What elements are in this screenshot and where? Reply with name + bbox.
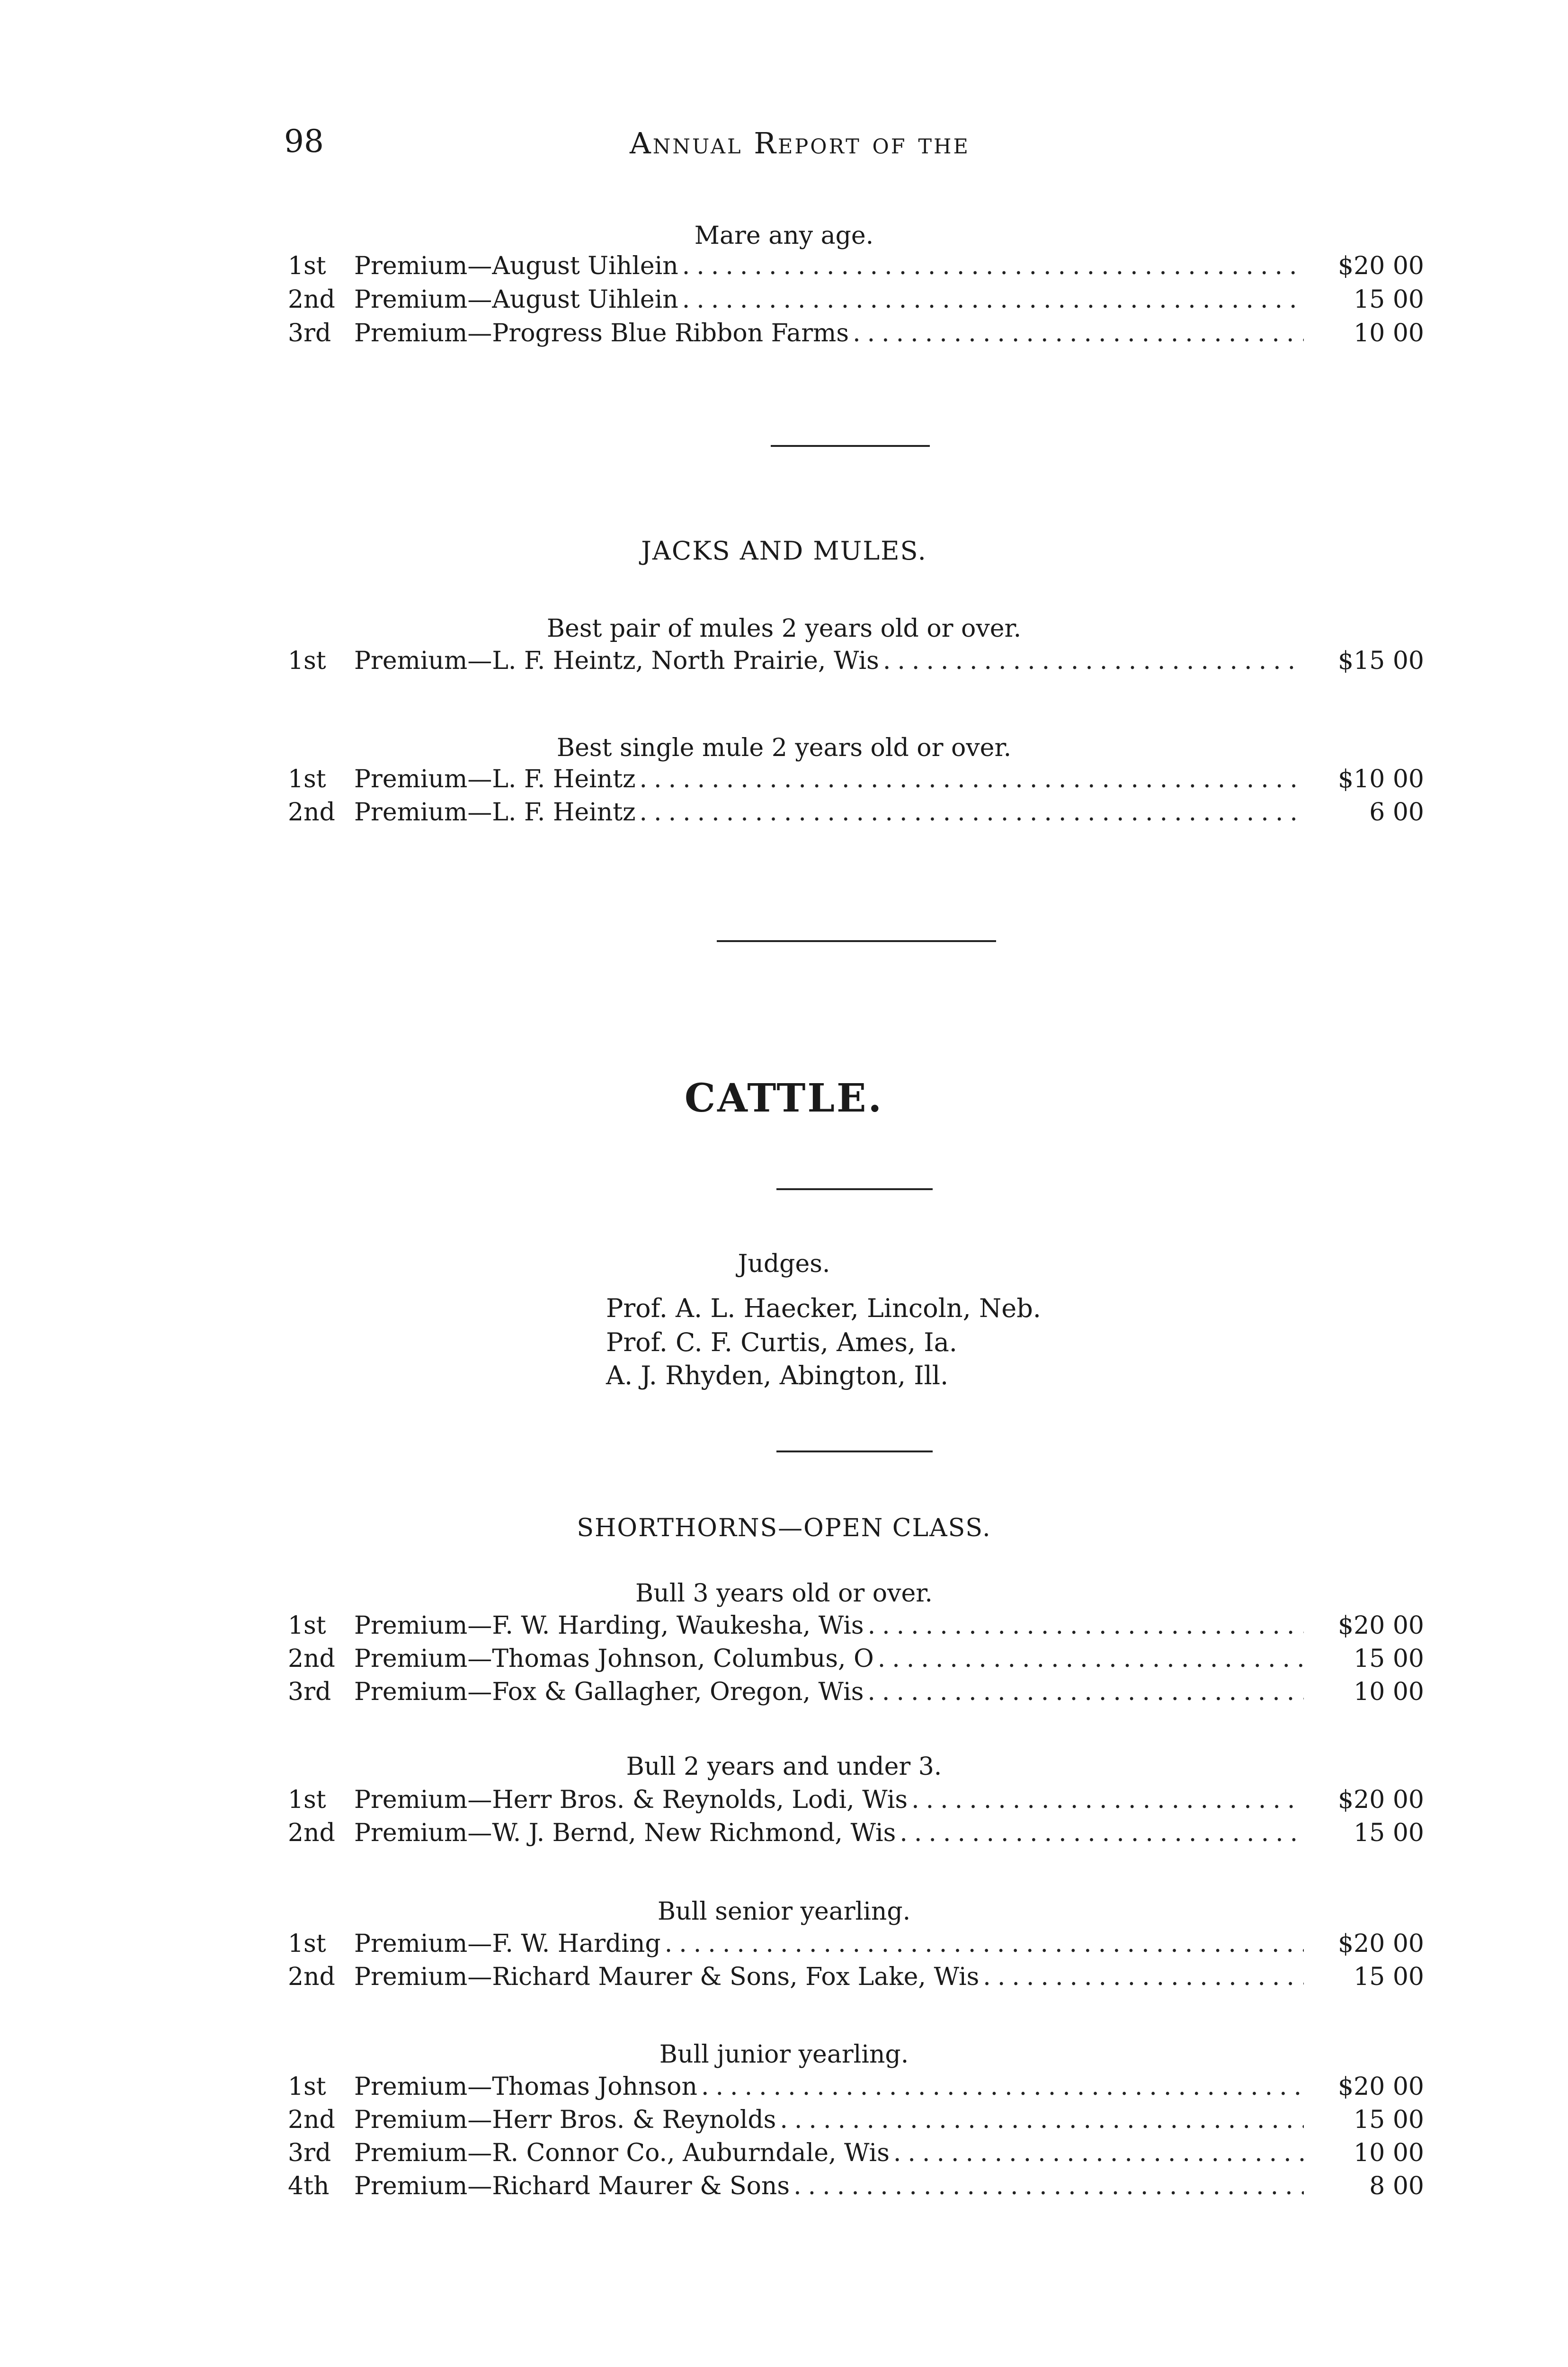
list-item <box>288 2139 1424 2170</box>
entry-amount: $15 00 <box>1338 647 1424 675</box>
dot-leader <box>665 1930 1304 1958</box>
entry-rank: 1st <box>288 765 326 793</box>
entry-amount: 15 00 <box>1354 1819 1424 1847</box>
entry-text: Premium—L. F. Heintz <box>354 765 636 793</box>
entry-text: Premium—L. F. Heintz <box>354 798 636 827</box>
entry-text: Premium—R. Connor Co., Auburndale, Wis <box>354 2139 890 2167</box>
entry-amount: $20 00 <box>1338 252 1424 280</box>
entry-text: Premium—L. F. Heintz, North Prairie, Wis <box>354 647 879 675</box>
dot-leader <box>701 2073 1304 2101</box>
entry-amount: $20 00 <box>1338 1786 1424 1814</box>
dot-leader <box>867 1678 1304 1706</box>
bull-3-caption: Bull 3 years old or over. <box>635 1579 933 1608</box>
list-item <box>288 285 1424 317</box>
entry-amount: $20 00 <box>1338 2073 1424 2101</box>
dot-leader <box>911 1786 1304 1814</box>
list-item <box>288 1678 1424 1709</box>
section-divider <box>776 1450 933 1452</box>
list-item <box>288 1819 1424 1850</box>
entry-rank: 1st <box>288 647 326 675</box>
mules-pair-caption: Best pair of mules 2 years old or over. <box>546 614 1022 643</box>
page-number: 98 <box>284 123 324 160</box>
dot-leader <box>793 2172 1304 2200</box>
mare-caption: Mare any age. <box>694 222 874 250</box>
section-divider <box>776 1188 933 1190</box>
entry-amount: 15 00 <box>1354 1963 1424 1991</box>
entry-rank: 2nd <box>288 1819 335 1847</box>
entry-text: Premium—August Uihlein <box>354 285 678 314</box>
entry-text: Premium—W. J. Bernd, New Richmond, Wis <box>354 1819 896 1847</box>
entry-rank: 2nd <box>288 285 335 314</box>
bull-junior-caption: Bull junior yearling. <box>659 2040 909 2069</box>
entry-text: Premium—Thomas Johnson <box>354 2073 697 2101</box>
entry-amount: 10 00 <box>1354 1678 1424 1706</box>
entry-rank: 3rd <box>288 2139 331 2167</box>
entry-amount: 15 00 <box>1354 285 1424 314</box>
entry-rank: 4th <box>288 2172 330 2200</box>
list-item <box>288 798 1424 829</box>
entry-text: Premium—Thomas Johnson, Columbus, O <box>354 1645 874 1673</box>
list-item <box>288 1930 1424 1961</box>
dot-leader <box>983 1963 1304 1991</box>
entry-text: Premium—August Uihlein <box>354 252 678 280</box>
dot-leader <box>640 765 1304 793</box>
entry-rank: 2nd <box>288 1963 335 1991</box>
page-header <box>284 123 1420 170</box>
dot-leader <box>682 285 1304 314</box>
entry-amount: 10 00 <box>1354 2139 1424 2167</box>
shorthorns-heading: SHORTHORNS—OPEN CLASS. <box>577 1514 991 1542</box>
judge-name: A. J. Rhyden, Abington, Ill. <box>606 1361 949 1390</box>
list-item <box>288 647 1424 678</box>
entry-rank: 1st <box>288 252 326 280</box>
judges-label: Judges. <box>738 1250 830 1278</box>
cattle-heading: CATTLE. <box>684 1076 884 1121</box>
entry-text: Premium—Richard Maurer & Sons <box>354 2172 790 2200</box>
entry-rank: 2nd <box>288 2106 335 2134</box>
dot-leader <box>780 2106 1304 2134</box>
entry-text: Premium—Progress Blue Ribbon Farms <box>354 319 849 347</box>
list-item <box>288 1645 1424 1676</box>
list-item <box>288 1611 1424 1643</box>
list-item <box>288 1963 1424 1994</box>
entry-text: Premium—Fox & Gallagher, Oregon, Wis <box>354 1678 864 1706</box>
entry-rank: 2nd <box>288 798 335 827</box>
entry-amount: 10 00 <box>1354 319 1424 347</box>
entry-amount: $20 00 <box>1338 1930 1424 1958</box>
judge-name: Prof. C. F. Curtis, Ames, Ia. <box>606 1327 957 1357</box>
entry-amount: 15 00 <box>1354 1645 1424 1673</box>
list-item <box>288 765 1424 796</box>
entry-rank: 3rd <box>288 1678 331 1706</box>
dot-leader <box>878 1645 1304 1673</box>
entry-rank: 1st <box>288 2073 326 2101</box>
list-item <box>288 2073 1424 2104</box>
entry-text: Premium—Herr Bros. & Reynolds, Lodi, Wis <box>354 1786 908 1814</box>
list-item <box>288 1786 1424 1817</box>
dot-leader <box>883 647 1304 675</box>
list-item <box>288 252 1424 283</box>
entry-amount: 8 00 <box>1369 2172 1424 2200</box>
list-item <box>288 319 1424 350</box>
mules-single-caption: Best single mule 2 years old or over. <box>556 734 1012 762</box>
dot-leader <box>900 1819 1304 1847</box>
judge-name: Prof. A. L. Haecker, Lincoln, Neb. <box>606 1293 1041 1323</box>
section-divider <box>717 940 996 942</box>
entry-text: Premium—F. W. Harding <box>354 1930 661 1958</box>
dot-leader <box>853 319 1304 347</box>
entry-text: Premium—Herr Bros. & Reynolds <box>354 2106 776 2134</box>
dot-leader <box>868 1611 1304 1640</box>
section-divider <box>771 445 930 447</box>
entry-amount: 6 00 <box>1369 798 1424 827</box>
list-item <box>288 2172 1424 2203</box>
entry-amount: $20 00 <box>1338 1611 1424 1640</box>
entry-amount: 15 00 <box>1354 2106 1424 2134</box>
jacks-mules-heading: JACKS AND MULES. <box>641 536 927 566</box>
dot-leader <box>893 2139 1304 2167</box>
entry-amount: $10 00 <box>1338 765 1424 793</box>
bull-2-caption: Bull 2 years and under 3. <box>626 1753 942 1781</box>
dot-leader <box>640 798 1304 827</box>
bull-senior-caption: Bull senior yearling. <box>657 1897 911 1926</box>
entry-rank: 2nd <box>288 1645 335 1673</box>
entry-text: Premium—F. W. Harding, Waukesha, Wis <box>354 1611 864 1640</box>
entry-rank: 1st <box>288 1611 326 1640</box>
list-item <box>288 2106 1424 2137</box>
entry-rank: 3rd <box>288 319 331 347</box>
entry-rank: 1st <box>288 1786 326 1814</box>
entry-text: Premium—Richard Maurer & Sons, Fox Lake, Wis <box>354 1963 980 1991</box>
entry-rank: 1st <box>288 1930 326 1958</box>
running-title: Annual Report of the <box>630 126 970 160</box>
dot-leader <box>682 252 1304 280</box>
